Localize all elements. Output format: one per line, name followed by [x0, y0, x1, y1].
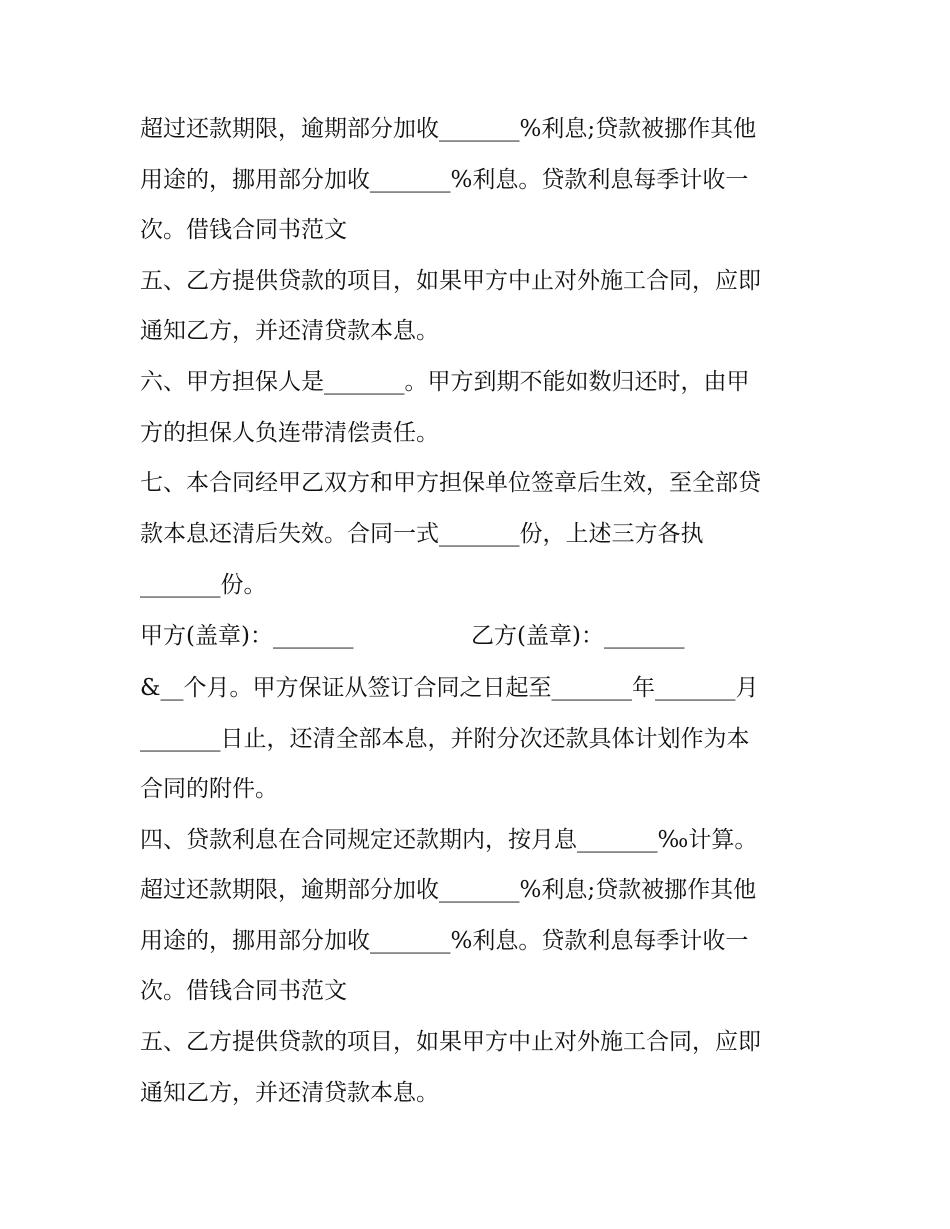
signature-row: [140, 619, 840, 653]
text-line: 款本息还清后失效。合同一式_______份，上述三方各执: [140, 521, 704, 547]
text-line: 六、甲方担保人是_______。甲方到期不能如数归还时，由甲: [140, 369, 750, 395]
text-line: 四、贷款利息在合同规定还款期内，按月息_______‰计算。: [140, 827, 758, 853]
text-line: 通知乙方，并还清贷款本息。: [140, 318, 439, 344]
text-line: 通知乙方，并还清贷款本息。: [140, 1080, 439, 1106]
text-line: 七、本合同经甲乙双方和甲方担保单位签章后生效，至全部贷: [140, 470, 761, 496]
text-line: 用途的，挪用部分加收_______%利息。贷款利息每季计收一: [140, 928, 749, 954]
party-a-seal-field: 甲方(盖章)：_______: [140, 623, 354, 649]
text-line: 方的担保人负连带清偿责任。: [140, 420, 439, 446]
text-line: 次。借钱合同书范文: [140, 978, 347, 1004]
text-line: _______日止，还清全部本息，并附分次还款具体计划作为本: [140, 726, 750, 752]
text-line: 五、乙方提供贷款的项目，如果甲方中止对外施工合同，应即: [140, 268, 761, 294]
party-b-seal-field: 乙方(盖章)：_______: [471, 623, 685, 649]
text-line: 次。借钱合同书范文: [140, 217, 347, 243]
text-line: 超过还款期限，逾期部分加收_______%利息;贷款被挪作其他: [140, 116, 757, 142]
text-line: 用途的，挪用部分加收_______%利息。贷款利息每季计收一: [140, 167, 749, 193]
text-line: 超过还款期限，逾期部分加收_______%利息;贷款被挪作其他: [140, 877, 757, 903]
text-line: 五、乙方提供贷款的项目，如果甲方中止对外施工合同，应即: [140, 1029, 761, 1055]
text-line: 合同的附件。: [140, 776, 278, 802]
text-line: &__个月。甲方保证从签订合同之日起至_______年_______月: [140, 675, 759, 701]
text-line: _______份。: [140, 572, 267, 598]
